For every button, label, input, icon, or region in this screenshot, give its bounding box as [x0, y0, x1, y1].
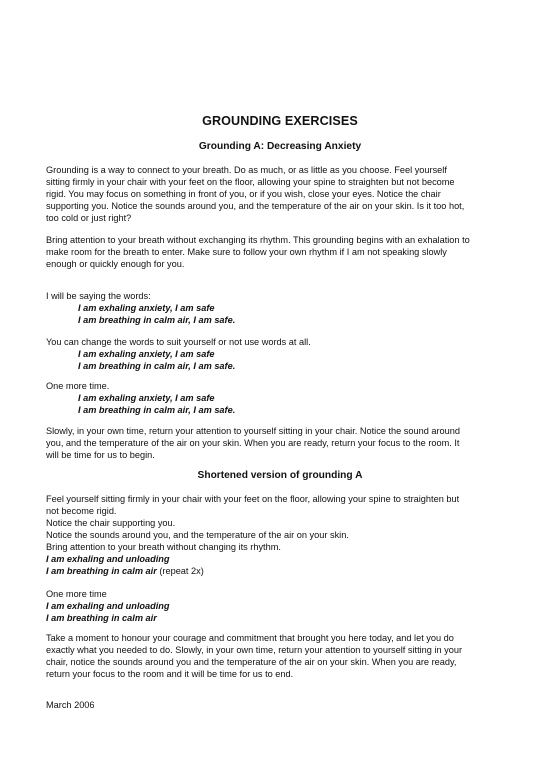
section-short-heading: Shortened version of grounding A — [197, 470, 363, 481]
affirmation-line: I am exhaling and unloading — [46, 601, 170, 611]
section-a-breath-paragraph — [46, 234, 514, 270]
paragraph-line: exactly what you needed to do. Slowly, in your own time, return your attention to yourself sitting in your — [46, 645, 463, 655]
section-short-main-paragraph — [46, 493, 514, 577]
paragraph-line: make room for the breath to enter. Make sure to follow your own rhythm if I am not speaking slowly — [46, 247, 447, 257]
paragraph-line: rigid. You may focus on something in front of you, or if you wish, close your eyes. Notice the chair — [46, 189, 441, 199]
paragraph-line: I will be saying the words: — [46, 291, 151, 301]
paragraph-line: enough or quickly enough for you. — [46, 259, 185, 269]
paragraph-line: Bring attention to your breath without changing its rhythm. — [46, 542, 281, 552]
paragraph-line: Take a moment to honour your courage and commitment that brought you here today, and let you do — [46, 633, 454, 643]
section-a-words-block — [46, 290, 514, 326]
paragraph-line: Grounding is a way to connect to your breath. Do as much, or as little as you choose. Feel yourself — [46, 165, 447, 175]
paragraph-line: Notice the sounds around you, and the temperature of the air on your skin. — [46, 530, 349, 540]
paragraph-line: One more time — [46, 589, 107, 599]
paragraph-line: One more time. — [46, 381, 110, 391]
paragraph-line: Feel yourself sitting firmly in your chair with your feet on the floor, allowing your spine to straighten but — [46, 494, 460, 504]
affirmation-line: I am exhaling anxiety, I am safe — [78, 349, 215, 359]
paragraph-line: too cold or just right? — [46, 213, 132, 223]
section-a-heading: Grounding A: Decreasing Anxiety — [198, 141, 362, 152]
section-a-one-more-time-block — [46, 380, 514, 416]
repeat-note: (repeat 2x) — [156, 566, 204, 576]
footer-date: March 2006 — [46, 700, 95, 710]
paragraph-line: you, and the temperature of the air on your skin. When you are ready, return your focus to the room. It — [46, 438, 460, 448]
affirmation-line: I am exhaling anxiety, I am safe — [78, 303, 215, 313]
paragraph-line: You can change the words to suit yourself or not use words at all. — [46, 337, 311, 347]
affirmation-line: I am exhaling and unloading — [46, 554, 170, 564]
paragraph-line: Notice the chair supporting you. — [46, 518, 176, 528]
paragraph-line: Slowly, in your own time, return your attention to yourself sitting in your chair. Notice the sound around — [46, 426, 460, 436]
affirmation-repeat-line — [46, 565, 514, 577]
affirmation-line: I am exhaling anxiety, I am safe — [78, 393, 215, 403]
paragraph-line: sitting firmly in your chair with your feet on the floor, allowing your spine to straighten but not become — [46, 177, 455, 187]
affirmation-line: I am breathing in calm air, I am safe. — [78, 405, 236, 415]
section-short-one-more-time-block — [46, 588, 514, 624]
paragraph-line: supporting you. Notice the sounds around you, and the temperature of the air on your skin. Is it too hot, — [46, 201, 465, 211]
paragraph-line: return your focus to the room and it will be time for us to end. — [46, 669, 294, 679]
affirmation-line: I am breathing in calm air — [46, 613, 157, 623]
affirmation-line: I am breathing in calm air, I am safe. — [78, 361, 236, 371]
section-short-closing-paragraph — [46, 632, 514, 680]
page-title: GROUNDING EXERCISES — [202, 114, 358, 128]
affirmation-line: I am breathing in calm air, I am safe. — [78, 315, 236, 325]
paragraph-line: will be time for us to begin. — [46, 450, 155, 460]
paragraph-line: not become rigid. — [46, 506, 117, 516]
section-a-intro-paragraph — [46, 164, 514, 224]
section-a-closing-paragraph — [46, 425, 514, 461]
affirmation-text: I am breathing in calm air — [46, 566, 157, 576]
paragraph-line: chair, notice the sounds around you and the temperature of the air on your skin. When you are ready, — [46, 657, 457, 667]
paragraph-line: Bring attention to your breath without exchanging its rhythm. This grounding begins with an exhalation to — [46, 235, 470, 245]
section-a-change-words-block — [46, 336, 514, 372]
